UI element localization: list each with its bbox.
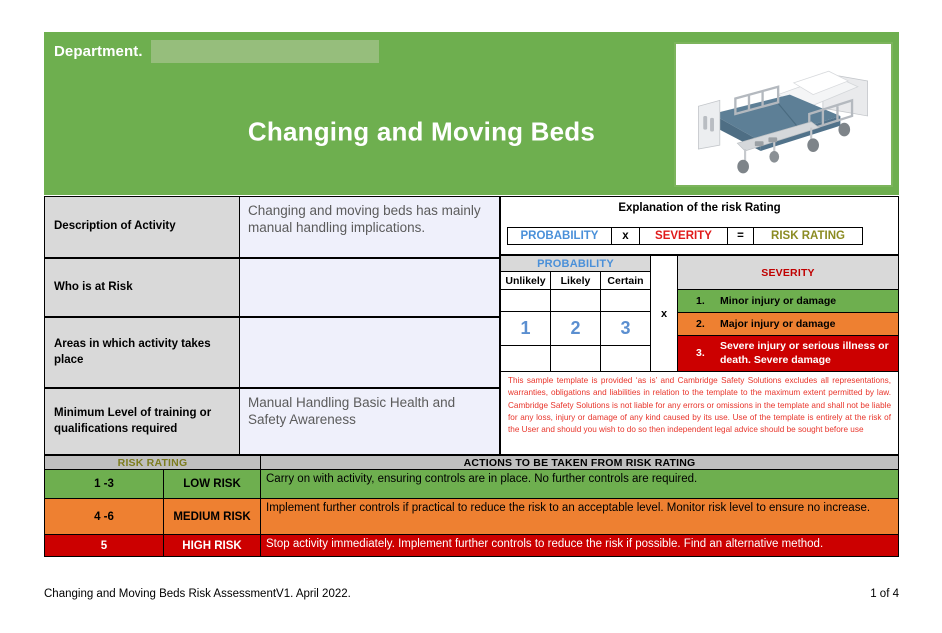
severity-text-3: Severe injury or serious illness or death. Severe damage xyxy=(720,340,889,366)
probability-header-unlikely: Unlikely xyxy=(500,272,551,290)
high-risk-action: Stop activity immediately. Implement further controls to reduce the risk if possible. Find an alternative method. xyxy=(261,535,899,557)
row-value-who-at-risk[interactable] xyxy=(240,258,500,317)
department-row xyxy=(54,40,379,63)
severity-row-minor xyxy=(678,290,899,313)
table-row xyxy=(44,317,500,388)
severity-number-3: 3. xyxy=(696,346,705,359)
severity-text-2: Major injury or damage xyxy=(720,318,836,330)
department-label: Department. xyxy=(54,43,143,60)
table-row xyxy=(44,535,899,557)
probability-table xyxy=(500,255,651,372)
table-row xyxy=(44,499,899,535)
probability-title: PROBABILITY xyxy=(500,255,651,272)
footer-page-number: 1 of 4 xyxy=(870,588,899,600)
row-label-description: Description of Activity xyxy=(44,196,240,258)
low-risk-level: LOW RISK xyxy=(164,470,261,499)
high-risk-score: 5 xyxy=(44,535,164,557)
table-row xyxy=(44,258,500,317)
probability-headers xyxy=(500,272,651,290)
probability-blank-row-top xyxy=(500,290,651,312)
severity-table xyxy=(678,255,899,372)
probability-values-row xyxy=(500,312,651,346)
probability-severity-grid xyxy=(500,255,899,372)
probability-blank-cell[interactable] xyxy=(500,290,551,312)
page-title: Changing and Moving Beds xyxy=(247,116,596,147)
table-row xyxy=(44,470,899,499)
probability-value-3: 3 xyxy=(601,312,651,346)
disclaimer-text: This sample template is provided ‘as is’ and Cambridge Safety Solutions excludes all representations, warranties, obligations and liabilities in relation to the template to the maximum extent permitted by law. Cambridge Safety Solutions is not liable for any errors or omissions in the template and shall not be liable for any loss, injury or damage of any kind caused by its use. Use of the template is entirely at the risk of the User and should you wish to do so then independent legal advice should be sought before use xyxy=(500,372,899,455)
probability-blank-cell[interactable] xyxy=(601,290,651,312)
table-row xyxy=(44,196,500,258)
multiplier-column: x xyxy=(651,255,678,372)
row-label-areas: Areas in which activity takes place xyxy=(44,317,240,388)
row-value-description[interactable]: Changing and moving beds has mainly manual handling implications. xyxy=(240,196,500,258)
header-actions: ACTIONS TO BE TAKEN FROM RISK RATING xyxy=(261,455,899,470)
severity-title: SEVERITY xyxy=(678,255,899,290)
severity-row-major xyxy=(678,313,899,336)
medium-risk-level: MEDIUM RISK xyxy=(164,499,261,535)
formula-severity: SEVERITY xyxy=(640,228,728,244)
risk-rating-explanation xyxy=(500,196,899,455)
probability-blank-cell[interactable] xyxy=(551,346,601,372)
risk-formula-row xyxy=(500,218,899,255)
low-risk-score: 1 -3 xyxy=(44,470,164,499)
row-label-who-at-risk: Who is at Risk xyxy=(44,258,240,317)
probability-header-likely: Likely xyxy=(551,272,601,290)
rating-table-header xyxy=(44,455,899,470)
page-footer xyxy=(44,588,899,600)
explanation-title: Explanation of the risk Rating xyxy=(500,196,899,218)
medium-risk-action: Implement further controls if practical to reduce the risk to an acceptable level. Monitor risk level to ensure no increase. xyxy=(261,499,899,535)
risk-rating-actions-table xyxy=(44,455,899,557)
risk-formula xyxy=(507,227,863,245)
department-input[interactable] xyxy=(151,40,379,63)
header-risk-rating: RISK RATING xyxy=(44,455,261,470)
activity-rows xyxy=(44,196,500,455)
bed-illustration xyxy=(676,44,891,185)
row-value-areas[interactable] xyxy=(240,317,500,388)
formula-equals-sign: = xyxy=(728,228,754,244)
footer-document-reference: Changing and Moving Beds Risk AssessmentV1. April 2022. xyxy=(44,588,351,600)
activity-details-table xyxy=(44,196,899,455)
hospital-bed-photo xyxy=(674,42,893,187)
probability-blank-cell[interactable] xyxy=(601,346,651,372)
row-value-training[interactable]: Manual Handling Basic Health and Safety Awareness xyxy=(240,388,500,455)
probability-value-2: 2 xyxy=(551,312,601,346)
severity-row-severe xyxy=(678,336,899,372)
severity-number-2: 2. xyxy=(696,318,705,330)
formula-probability: PROBABILITY xyxy=(508,228,612,244)
low-risk-action: Carry on with activity, ensuring controls are in place. No further controls are required. xyxy=(261,470,899,499)
table-row xyxy=(44,388,500,455)
probability-blank-cell[interactable] xyxy=(551,290,601,312)
probability-blank-cell[interactable] xyxy=(500,346,551,372)
probability-header-certain: Certain xyxy=(601,272,651,290)
formula-multiply-sign: x xyxy=(612,228,640,244)
severity-number-1: 1. xyxy=(696,295,705,307)
high-risk-level: HIGH RISK xyxy=(164,535,261,557)
probability-value-1: 1 xyxy=(500,312,551,346)
severity-text-1: Minor injury or damage xyxy=(720,295,837,307)
row-label-training: Minimum Level of training or qualifications required xyxy=(44,388,240,455)
probability-blank-row-bottom xyxy=(500,346,651,372)
formula-risk-rating: RISK RATING xyxy=(771,230,845,242)
medium-risk-score: 4 -6 xyxy=(44,499,164,535)
